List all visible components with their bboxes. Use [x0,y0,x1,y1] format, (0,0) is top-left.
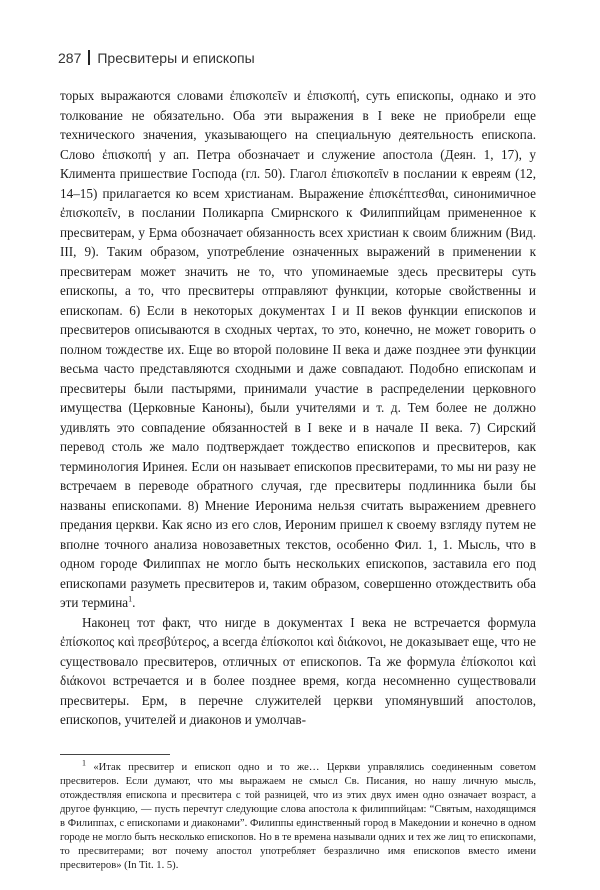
paragraph-2 [60,613,536,730]
footnote [60,758,536,873]
paragraph-1: торых выражаются словами ἐπισκοπεῖν и ἐπισκοπή, суть епископы, однако и это толкование не обязательно. Оба эти выражения в I веке не приобрели еще технического значения, указывающего на специальную деятельность епископа. Слово ἐπισκοπή у ап. Петра обозначает и служение апостола (Деян. 1, 17), у Климента пришествие Господа (гл. 50). Глагол ἐπισκοπεῖν в послании к евреям (12, 14–15) прилагается ко всем христианам. Выражение ἐπισκέπτεσθαι, синонимичное ἐπισκοπεῖν, в послании Поликарпа Смирнского к Филиппийцам примененное к пресвитерам, у Ерма обозначает обязанность всех христиан к своим ближним (Вид. III, 9). Таким образом, употребление означенных выражений в применении к пресвитерам может значить не то, что упоминаемые здесь пресвитеры суть епископы, а то, что пресвитеры отправляют функции, которые свойственны и епископам. 6) Если в некоторых документах I и II веков функции епископов и пресвитеров описываются в сходных чертах, то это, конечно, не может говорить о полном тождестве их. Еще во второй половине II века и даже позднее эти функции весьма часто представляются сходными и даже совпадают. Подобно епископам и пресвитеры были пастырями, принимали участие в распределении церковного имущества (Церковные Каноны), были учителями и т. д. Тем более не должно удивлять это совпадение обязанностей в I веке и в начале II века. 7) Сирский перевод столь же мало подтверждает тождество епископов и пресвитеров, как терминология Иринея. Если он называет епископов пресвитерами, то мы ни разу не встречаем в переводе обратного случая, где пресвитеры подлинника были бы названы епископами. 8) Мнение Иеронима нельзя считать выражением древнего предания церкви. Как ясно из его слов, Иероним пришел к своему взгляду путем не вполне точного анализа новозаветных текстов, особенно Фил. 1, 1. Мысль, что в одном городе Филиппах не могло быть нескольких епископов, заставила его под епископами разуметь пресвитеров и, таким образом, совершенно отождествить оба эти термина$^1$. [60,88,536,610]
paragraph-2-text: Наконец тот факт, что нигде в документах I века не встречается формула ἐπίσκοπος καὶ πρεσβύτερος, а всегда ἐπίσκοποι καὶ διάκονοι, не доказывает еще, что не существовало пресвитеров, отличных от епископов. Та же формула ἐπίσκοποι καὶ διάκονοι встречается и в более позднее время, когда несомненно существовали пресвитеры. Ерм, в перечне служителей церкви упомянувший апостолов, епископов, учителей и диаконов и умолчав- [60,614,536,727]
page-number: 287 [58,50,82,66]
footnote-reference: 1 [128,594,133,604]
footnote-text: «Итак пресвитер и епископ одно и то же… Церкви управлялись соединенным советом пресвитеров. Если думают, что мы выражаем не смысл Св. Писания, но нашу личную мысль, отождествляя епископа и пресвитера с той разницей, что из этих двух имен одно означает возраст, а другое функцию, — пусть перечтут следующие слова апостола к филиппийцам: “Святым, находящимся в Филиппах, с епископами и диаконами”. Филиппы единственный город в Македонии и конечно в одном городе не могло быть несколько епископов. Но в те времена называли одних и тех же лиц то епископами, то пресвитерами; вот почему апостол употребляет безразлично имя епископов вместо имени пресвитеров» (In Tit. 1. 5). [60,762,536,871]
running-title: Пресвитеры и епископы [97,50,255,66]
header-divider [88,50,90,65]
running-header [58,50,560,66]
footnote-marker: 1 [82,758,86,768]
main-text [60,86,536,730]
paragraph-1-text: торых выражаются словами ἐπισκοπεῖν и ἐπισκοπή, суть епископы, однако и это толкование не обязательно. Оба эти выражения в I веке не приобрели еще технического значения, указывающего на специальную деятельность епископа. Слово ἐπισκοπή у ап. Петра обозначает и служение апостола (Деян. 1, 17), у Климента пришествие Господа (гл. 50). Глагол ἐπισκοπεῖν в послании к евреям (12, 14–15) прилагается ко всем христианам. Выражение ἐπισκέπτεσθαι, синонимичное ἐπισκοπεῖν, в послании Поликарпа Смирнского к Филиппийцам примененное к пресвитерам, у Ерма обозначает обязанность всех христиан к своим ближним (Вид. III, 9). Таким образом, употребление означенных выражений в применении к пресвитерам может значить не то, что упоминаемые здесь пресвитеры суть епископы, а то, что пресвитеры отправляют функции, которые свойственны и епископам. 6) Если в некоторых документах I и II веков функции епископов и пресвитеров описываются в сходных чертах, то это, конечно, не может говорить о полном тождестве их. Еще во второй половине II века и даже позднее эти функции весьма часто представляются сходными и даже совпадают. Подобно епископам и пресвитеры были пастырями, принимали участие в распределении церковного имущества (Церковные Каноны), были учителями и т. д. Тем более не должно удивлять это совпадение обязанностей в I веке и в начале II века. 7) Сирский перевод столь же мало подтверждает тождество епископов и пресвитеров, как терминология Иринея. Если он называет епископов пресвитерами, то мы ни разу не встречаем в переводе обратного случая, где пресвитеры подлинника были бы названы епископами. 8) Мнение Иеронима нельзя считать выражением древнего предания церкви. Как ясно из его слов, Иероним пришел к своему взгляду путем не вполне точного анализа новозаветных текстов, особенно Фил. 1, 1. Мысль, что в одном городе Филиппах не могло быть нескольких епископов, заставила его под епископами разуметь пресвитеров и, таким образом, совершенно отождествить оба эти термина [60,88,536,610]
footnote-separator [60,754,170,755]
